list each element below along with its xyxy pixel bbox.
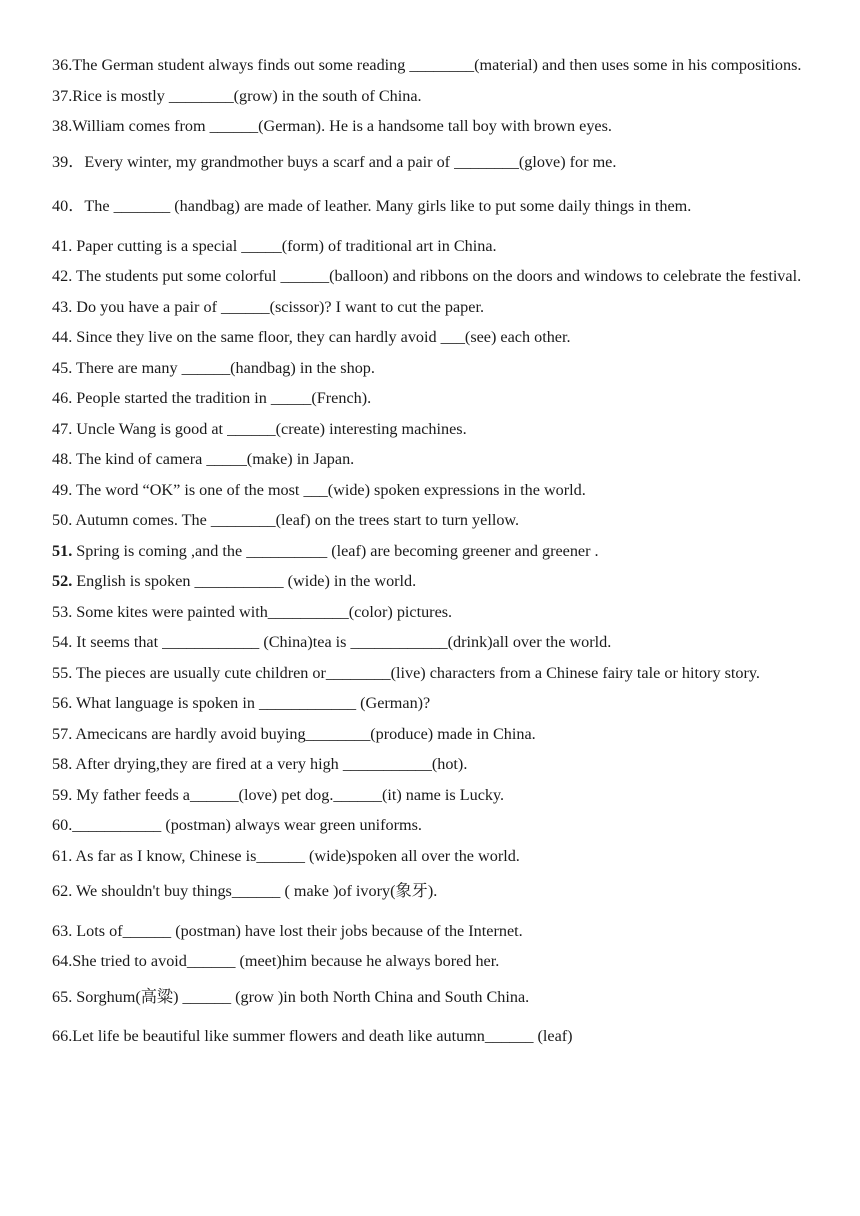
question-number: 45. [52, 358, 76, 377]
question-text: Let life be beautiful like summer flowers and death like autumn______ (leaf) [72, 1027, 573, 1045]
question-text: Spring is coming ,and the __________ (leaf) are becoming greener and greener . [76, 541, 599, 560]
question-text: We shouldn't buy things______ ( make )of ivory(象牙). [76, 882, 438, 900]
question-number: 40． [52, 197, 85, 215]
question-number: 54. [52, 633, 77, 651]
question-text: It seems that ____________ (China)tea is ____________(drink)all over the world. [76, 633, 612, 651]
question-number: 64. [52, 952, 73, 970]
question-text: Every winter, my grandmother buys a scarf and a pair of ________(glove) for me. [84, 152, 617, 171]
question-46 [52, 383, 811, 414]
question-36 [52, 50, 811, 81]
question-66 [52, 1021, 811, 1052]
question-text: Autumn comes. The ________(leaf) on the trees start to turn yellow. [75, 511, 520, 529]
question-number: 65. [52, 987, 77, 1006]
question-number: 42. [52, 267, 76, 285]
question-56 [52, 688, 811, 719]
question-40 [52, 191, 811, 222]
question-number: 41. [52, 236, 77, 255]
question-number: 59. [52, 785, 77, 804]
question-52 [52, 566, 811, 597]
question-60 [52, 810, 811, 841]
question-text: The German student always finds out some reading ________(material) and then uses some in his compositions. [72, 56, 802, 74]
question-number: 43. [52, 297, 77, 316]
question-37 [52, 81, 811, 112]
question-62 [52, 876, 811, 907]
question-number: 66. [52, 1027, 73, 1045]
question-text: Some kites were painted with__________(color) pictures. [76, 602, 453, 621]
question-38 [52, 111, 811, 142]
worksheet-page [52, 50, 811, 1052]
question-text: There are many ______(handbag) in the shop. [76, 358, 375, 377]
question-text: The pieces are usually cute children or________(live) characters from a Chinese fairy tale or hitory story. [76, 663, 760, 682]
question-63 [52, 916, 811, 947]
question-text: ___________ (postman) always wear green uniforms. [72, 816, 422, 834]
question-number: 50. [52, 511, 76, 529]
question-number: 37. [52, 86, 73, 105]
question-50 [52, 505, 811, 536]
question-number: 60. [52, 816, 73, 834]
question-number: 51. [52, 541, 77, 560]
question-number: 36. [52, 56, 73, 74]
question-39 [52, 147, 811, 178]
question-text: My father feeds a______(love) pet dog.______(it) name is Lucky. [76, 785, 505, 804]
question-number: 57. [52, 724, 76, 743]
question-number: 49. [52, 480, 76, 499]
question-45 [52, 353, 811, 384]
question-61 [52, 841, 811, 872]
question-number: 38. [52, 117, 73, 135]
question-number: 52. [52, 572, 77, 590]
question-text: Do you have a pair of ______(scissor)? I want to cut the paper. [76, 297, 484, 316]
question-text: Paper cutting is a special _____(form) of traditional art in China. [76, 236, 497, 255]
question-57 [52, 719, 811, 750]
question-42 [52, 261, 811, 292]
question-51 [52, 536, 811, 567]
question-text: Uncle Wang is good at ______(create) interesting machines. [76, 419, 467, 438]
question-number: 55. [52, 663, 76, 682]
question-48 [52, 444, 811, 475]
question-number: 48. [52, 450, 76, 468]
question-43 [52, 292, 811, 323]
question-number: 58. [52, 755, 76, 773]
question-49 [52, 475, 811, 506]
question-47 [52, 414, 811, 445]
question-text: The students put some colorful ______(balloon) and ribbons on the doors and windows to celebrate the festival. [76, 267, 802, 285]
question-65 [52, 982, 811, 1013]
question-text: The kind of camera _____(make) in Japan. [76, 450, 355, 468]
question-number: 56. [52, 694, 76, 712]
question-53 [52, 597, 811, 628]
question-text: Amecicans are hardly avoid buying________(produce) made in China. [75, 724, 536, 743]
question-number: 63. [52, 921, 77, 940]
question-text: People started the tradition in _____(French). [76, 389, 372, 407]
question-55 [52, 658, 811, 689]
question-58 [52, 749, 811, 780]
question-text: William comes from ______(German). He is a handsome tall boy with brown eyes. [72, 117, 612, 135]
question-number: 53. [52, 602, 77, 621]
question-text: Lots of______ (postman) have lost their jobs because of the Internet. [76, 921, 523, 940]
question-44 [52, 322, 811, 353]
question-text: English is spoken ___________ (wide) in the world. [76, 572, 417, 590]
question-54 [52, 627, 811, 658]
question-number: 62. [52, 882, 76, 900]
question-text: What language is spoken in ____________ (German)? [76, 694, 431, 712]
question-41 [52, 231, 811, 262]
question-text: The _______ (handbag) are made of leather. Many girls like to put some daily things in them. [84, 197, 692, 215]
question-64 [52, 946, 811, 977]
question-text: The word “OK” is one of the most ___(wide) spoken expressions in the world. [76, 480, 586, 499]
question-text: As far as I know, Chinese is______ (wide)spoken all over the world. [75, 846, 520, 865]
question-number: 46. [52, 389, 77, 407]
question-number: 61. [52, 846, 76, 865]
question-number: 44. [52, 328, 77, 346]
question-text: Sorghum(高粱) ______ (grow )in both North China and South China. [76, 987, 530, 1006]
question-number: 47. [52, 419, 77, 438]
question-number: 39． [52, 152, 85, 171]
question-text: Rice is mostly ________(grow) in the south of China. [72, 86, 422, 105]
question-text: After drying,they are fired at a very high ___________(hot). [75, 755, 468, 773]
question-59 [52, 780, 811, 811]
question-text: She tried to avoid______ (meet)him because he always bored her. [72, 952, 500, 970]
question-text: Since they live on the same floor, they can hardly avoid ___(see) each other. [76, 328, 571, 346]
